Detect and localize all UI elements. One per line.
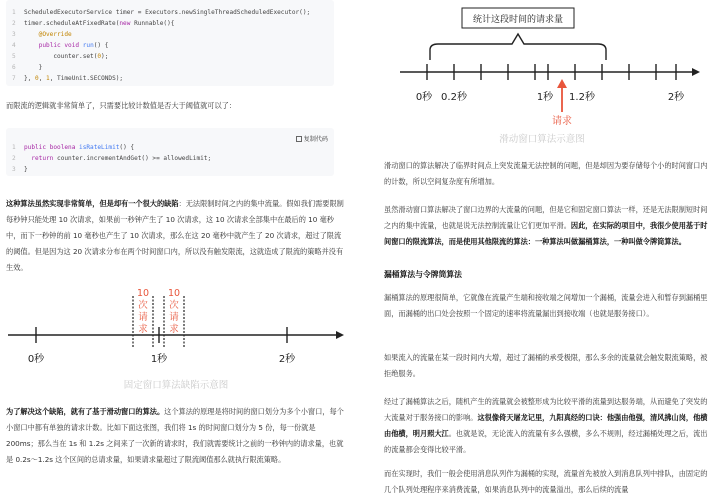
code-line bbox=[6, 142, 334, 153]
copy-code-button[interactable] bbox=[296, 134, 328, 145]
code-line bbox=[6, 164, 334, 175]
sliding-text: 这个算法的原理是将时间的窗口划分为多个小窗口，每个小窗口中都有单独的请求计数。比如下面这张图，我们将 1s 的时间窗口划分为 5 份，每一份就是 200ms；那么当在 1s 和 1.2s 之间来了一次新的请求时，我们就需要统计之前的一秒钟内的请求量，也就是 0.2s～1.2s 这个区间的总请求量，如果请求量超过了限流阈值那么就执行限流策略。 bbox=[6, 407, 344, 464]
fixed-window-diagram bbox=[6, 282, 346, 402]
code-block-timer bbox=[6, 0, 334, 86]
copy-icon bbox=[296, 136, 302, 142]
code-token: ScheduledExecutorService timer = Executors.newSingleThreadScheduledExecutor(); bbox=[24, 9, 311, 16]
tick-label-12: 1.2秒 bbox=[569, 92, 595, 103]
code-line bbox=[6, 7, 334, 18]
tick-label-1: 1秒 bbox=[536, 92, 554, 103]
code-line bbox=[6, 18, 334, 29]
defect-bold: 这种算法虽然实现非常简单，但是却有一个很大的缺陷 bbox=[6, 199, 179, 208]
burst-2-char-1: 次 bbox=[169, 300, 179, 311]
diagram-caption: 固定窗口算法缺陷示意图 bbox=[123, 380, 229, 391]
paragraph-limit-logic: 而限流的逻辑就非常简单了，只需要比较计数值是否大于阈值就可以了： bbox=[6, 101, 237, 110]
burst-2-char-3: 求 bbox=[169, 324, 179, 335]
line-number: 2 bbox=[12, 20, 16, 27]
smoothing-bold: 这很像倚天屠龙记里，九阳真经的口诀：他强由他强，清风拂山岗，他横由他横，明月照大江 bbox=[384, 413, 708, 438]
code-token: counter.incrementAndGet() >= allowedLimit; bbox=[53, 155, 212, 162]
code-line bbox=[6, 40, 334, 51]
line-number: 3 bbox=[12, 31, 16, 38]
line-number: 3 bbox=[12, 166, 16, 173]
section-heading: 漏桶算法与令牌筒算法 bbox=[384, 270, 462, 279]
code-token: } bbox=[24, 64, 43, 71]
code-line bbox=[6, 29, 334, 40]
line-number: 7 bbox=[12, 75, 16, 82]
sliding-bold: 为了解决这个缺陷，就有了基于滑动窗口的算法。 bbox=[6, 407, 165, 416]
sliding-window-diagram bbox=[372, 0, 714, 150]
smoothing-text-b: 。也就是说，无论流入的流量有多么强横，多么不规则，经过漏桶处理之后，流出的流量都会变得比较平滑。 bbox=[384, 429, 708, 454]
code-token: () { bbox=[119, 144, 135, 151]
paragraph-overflow: 如果流入的流量在某一段时间内大增，超过了漏桶的承受极限，那么多余的流量就会触发限流策略，被拒绝服务。 bbox=[384, 353, 708, 378]
tick-label-0: 0秒 bbox=[27, 354, 45, 365]
paragraph-leaky-bucket: 漏桶算法的原理很简单，它就像在流量产生端和接收端之间增加一个漏桶，流量会进入和暂存到漏桶里面，而漏桶的出口处会按照一个固定的速率将流量漏出到接收端（也就是服务接口）。 bbox=[384, 293, 708, 318]
code-token: ); bbox=[101, 53, 109, 60]
code-token: 1 bbox=[46, 75, 50, 82]
line-number: 5 bbox=[12, 53, 16, 60]
tick-label-2: 2秒 bbox=[278, 354, 296, 365]
copy-code-label: 复制代码 bbox=[303, 136, 328, 143]
code-token: }, bbox=[24, 75, 36, 82]
code-line bbox=[6, 153, 334, 164]
code-line bbox=[6, 73, 334, 84]
line-number: 2 bbox=[12, 155, 16, 162]
paragraph-window-limits bbox=[384, 202, 712, 250]
code-lines bbox=[6, 7, 334, 84]
burst-1-count: 10 bbox=[136, 288, 150, 299]
code-token: public bbox=[24, 144, 47, 151]
paragraph-smoothing bbox=[384, 394, 712, 458]
code-token: counter.set( bbox=[24, 53, 98, 60]
burst-1-char-3: 求 bbox=[138, 324, 148, 335]
tick-label-2: 2秒 bbox=[667, 92, 685, 103]
code-lines bbox=[6, 138, 334, 175]
code-line bbox=[6, 62, 334, 73]
window-limits-text: 虽然滑动窗口算法解决了窗口边界的大流量的问题，但是它和固定窗口算法一样，还是无法限制短时间之内的集中流量，也就是说无法控制流量让它们更加平滑。 bbox=[384, 205, 708, 230]
code-block-ratelimit bbox=[6, 128, 334, 176]
diagram-caption: 滑动窗口算法示意图 bbox=[499, 134, 585, 145]
code-token: void bbox=[64, 42, 80, 49]
line-number: 1 bbox=[12, 144, 16, 151]
code-token: timer.scheduleAtFixedRate( bbox=[24, 20, 120, 27]
code-token: 0 bbox=[97, 53, 102, 60]
paragraph-queue-impl: 而在实现时，我们一般会使用消息队列作为漏桶的实现，流量首先被放入到消息队列中排队，由固定的几个队列处理程序来消费流量，如果消息队列中的流量溢出，那么后续的流量 bbox=[384, 469, 708, 494]
code-token: , TimeUnit.SECONDS); bbox=[49, 75, 124, 82]
code-token bbox=[24, 153, 31, 164]
code-token: run bbox=[82, 42, 94, 49]
paragraph-sliding-intro bbox=[6, 404, 346, 468]
line-number: 1 bbox=[12, 9, 16, 16]
tick-label-0: 0秒 bbox=[415, 92, 433, 103]
line-number: 6 bbox=[12, 64, 16, 71]
burst-1-char-1: 次 bbox=[138, 300, 148, 311]
window-limits-bold: 因此，在实际的项目中，我很少使用基于时间窗口的限流算法，而是使用其他限流的算法：一种算法叫做漏桶算法，一种叫做令牌筒算法。 bbox=[384, 221, 708, 246]
code-token: () { bbox=[93, 42, 109, 49]
window-brace bbox=[430, 34, 606, 60]
code-token: 0 bbox=[35, 75, 39, 82]
paragraph-defect bbox=[6, 196, 346, 276]
axis-arrow bbox=[692, 68, 700, 76]
burst-1-char-2: 请 bbox=[138, 312, 148, 323]
code-token: public bbox=[38, 42, 61, 49]
code-token: } bbox=[24, 166, 28, 173]
code-token: return bbox=[31, 155, 54, 162]
code-line bbox=[6, 51, 334, 62]
code-token: new bbox=[119, 20, 131, 27]
code-token bbox=[24, 40, 39, 51]
tick-label-02: 0.2秒 bbox=[441, 92, 467, 103]
code-token: Runnable(){ bbox=[130, 20, 175, 27]
code-token: isRateLimit bbox=[79, 144, 120, 151]
code-token: , bbox=[38, 75, 47, 82]
left-column bbox=[0, 0, 356, 501]
right-column bbox=[372, 0, 714, 501]
burst-2-count: 10 bbox=[167, 288, 181, 299]
paragraph-sliding-tradeoff: 滑动窗口的算法解决了临界时间点上突发流量无法控制的问题，但是却因为要存储每个小的时间窗口内的计数，所以空间复杂度有所增加。 bbox=[384, 161, 708, 186]
code-token: @Override bbox=[24, 31, 72, 38]
code-token: boolena bbox=[49, 144, 76, 151]
request-label: 请求 bbox=[552, 116, 572, 127]
defect-text: ：无法限制时间之内的集中流量。假如我们需要限制每秒钟只能处理 10 次请求，如果前一秒钟产生了 10 次请求，这 10 次请求全部集中在最后的 10 毫秒中，而下一秒钟的前 10 毫秒也产生了 10 次请求，那么在这 20 毫秒中就产生了 20 次请求，超过了限流的阈值。但是因为这 20 次请求分布在两个时间窗口内，所以没有触发限流，这就造成了限流的策略并没有生效。 bbox=[6, 199, 344, 272]
axis-arrow bbox=[336, 331, 344, 339]
brace-label: 统计这段时间的请求量 bbox=[472, 15, 564, 25]
line-number: 4 bbox=[12, 42, 16, 49]
smoothing-text-a: 经过了漏桶算法之后，随机产生的流量就会被整形成为比较平滑的流量到达服务端，从而避免了突发的大流量对于服务接口的影响。 bbox=[384, 397, 708, 422]
tick-label-1: 1秒 bbox=[150, 354, 168, 365]
burst-2-char-2: 请 bbox=[169, 312, 179, 323]
request-arrow-head bbox=[557, 79, 567, 88]
